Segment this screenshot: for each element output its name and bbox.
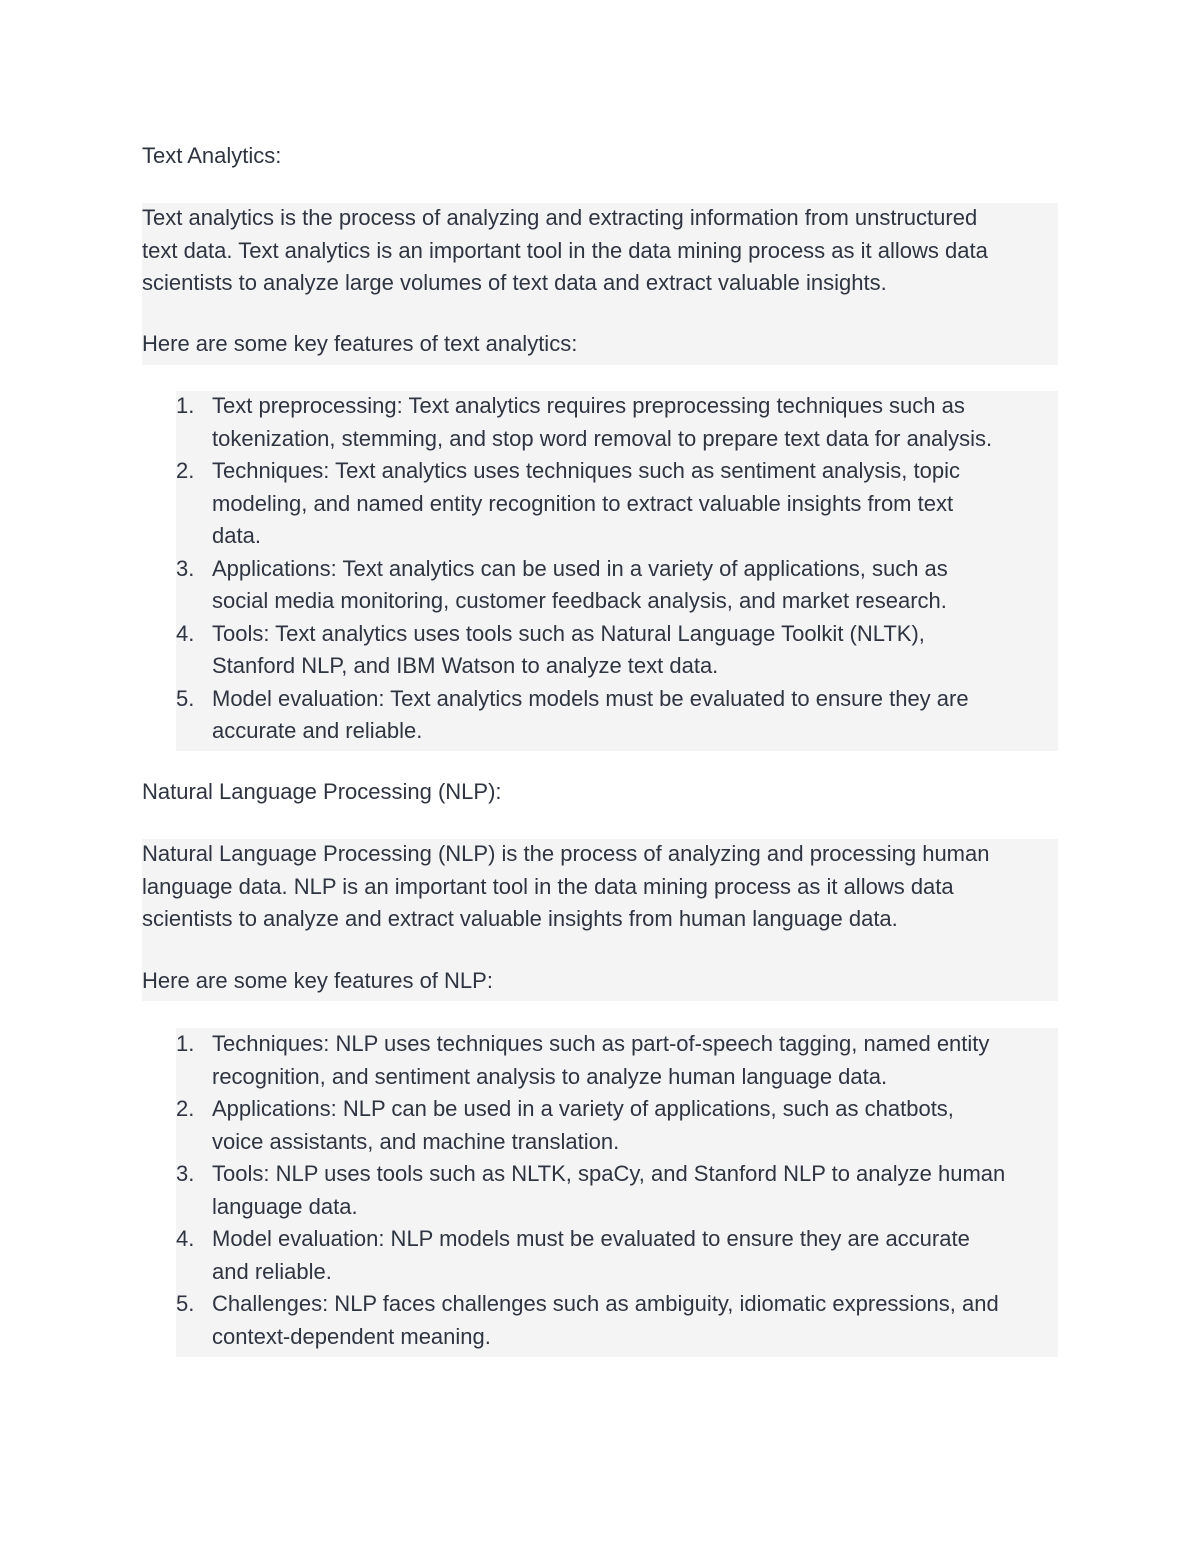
list-item bbox=[176, 1288, 1058, 1353]
section-heading-text-analytics: Text Analytics: bbox=[142, 143, 282, 168]
list-item bbox=[176, 1093, 1058, 1158]
list-item bbox=[176, 618, 1058, 683]
list-item-line: Model evaluation: Text analytics models must be evaluated to ensure they are bbox=[212, 685, 969, 711]
list-item-line: language data. bbox=[212, 1193, 358, 1219]
list-item-line: accurate and reliable. bbox=[212, 718, 423, 743]
list-item-line: data. bbox=[212, 523, 261, 548]
list-item-line: Applications: Text analytics can be used in a variety of applications, such as bbox=[212, 555, 948, 581]
paragraph-line: Text analytics is the process of analyzing and extracting information from unstructured bbox=[142, 205, 978, 230]
paragraph-line: Natural Language Processing (NLP) is the process of analyzing and processing human bbox=[142, 841, 990, 866]
lead-nlp: Here are some key features of NLP: bbox=[142, 968, 493, 993]
list-item-line: Challenges: NLP faces challenges such as ambiguity, idiomatic expressions, and bbox=[212, 1291, 999, 1316]
list-number: 4. bbox=[176, 1226, 195, 1251]
list-item bbox=[176, 683, 1058, 748]
list-item-line: Model evaluation: NLP models must be evaluated to ensure they are accurate bbox=[212, 1226, 970, 1251]
feature-list-text-analytics bbox=[176, 390, 1058, 748]
list-item-line: social media monitoring, customer feedback analysis, and market research. bbox=[212, 588, 947, 613]
list-number: 2. bbox=[176, 458, 195, 483]
paragraph-line: scientists to analyze and extract valuable insights from human language data. bbox=[142, 906, 898, 931]
list-number: 3. bbox=[176, 555, 195, 581]
list-item bbox=[176, 553, 1058, 618]
list-item-line: and reliable. bbox=[212, 1258, 332, 1284]
paragraph-line: language data. NLP is an important tool in the data mining process as it allows data bbox=[142, 873, 954, 899]
list-item bbox=[176, 455, 1058, 553]
intro-paragraph-nlp bbox=[142, 838, 1058, 936]
list-item-line: context-dependent meaning. bbox=[212, 1323, 491, 1349]
list-item-line: Applications: NLP can be used in a variety of applications, such as chatbots, bbox=[212, 1096, 954, 1121]
list-item-line: recognition, and sentiment analysis to analyze human language data. bbox=[212, 1063, 888, 1089]
list-number: 2. bbox=[176, 1096, 195, 1121]
list-item-line: voice assistants, and machine translation. bbox=[212, 1128, 620, 1154]
list-item-line: Stanford NLP, and IBM Watson to analyze text data. bbox=[212, 653, 719, 678]
list-item bbox=[176, 390, 1058, 455]
lead-text-analytics: Here are some key features of text analytics: bbox=[142, 331, 578, 356]
list-item-line: Tools: Text analytics uses tools such as Natural Language Toolkit (NLTK), bbox=[212, 620, 925, 646]
list-item-line: Techniques: NLP uses techniques such as part-of-speech tagging, named entity bbox=[212, 1031, 990, 1056]
list-item-line: Techniques: Text analytics uses techniques such as sentiment analysis, topic bbox=[212, 458, 960, 483]
list-number: 1. bbox=[176, 1031, 195, 1056]
list-item-line: tokenization, stemming, and stop word removal to prepare text data for analysis. bbox=[212, 425, 993, 451]
list-item bbox=[176, 1158, 1058, 1223]
list-item bbox=[176, 1028, 1058, 1093]
list-number: 4. bbox=[176, 620, 195, 646]
list-number: 1. bbox=[176, 393, 195, 418]
paragraph-line: text data. Text analytics is an important tool in the data mining process as it allows data bbox=[142, 237, 988, 263]
feature-list-nlp bbox=[176, 1028, 1058, 1353]
list-item-line: modeling, and named entity recognition to extract valuable insights from text bbox=[212, 490, 954, 516]
intro-paragraph-text-analytics bbox=[142, 202, 1058, 300]
list-number: 3. bbox=[176, 1161, 195, 1186]
list-number: 5. bbox=[176, 1291, 195, 1316]
list-number: 5. bbox=[176, 685, 195, 711]
section-heading-nlp: Natural Language Processing (NLP): bbox=[142, 779, 502, 804]
list-item-line: Text preprocessing: Text analytics requires preprocessing techniques such as bbox=[212, 393, 965, 418]
paragraph-line: scientists to analyze large volumes of text data and extract valuable insights. bbox=[142, 270, 887, 295]
list-item bbox=[176, 1223, 1058, 1288]
list-item-line: Tools: NLP uses tools such as NLTK, spaCy, and Stanford NLP to analyze human bbox=[212, 1161, 1006, 1186]
